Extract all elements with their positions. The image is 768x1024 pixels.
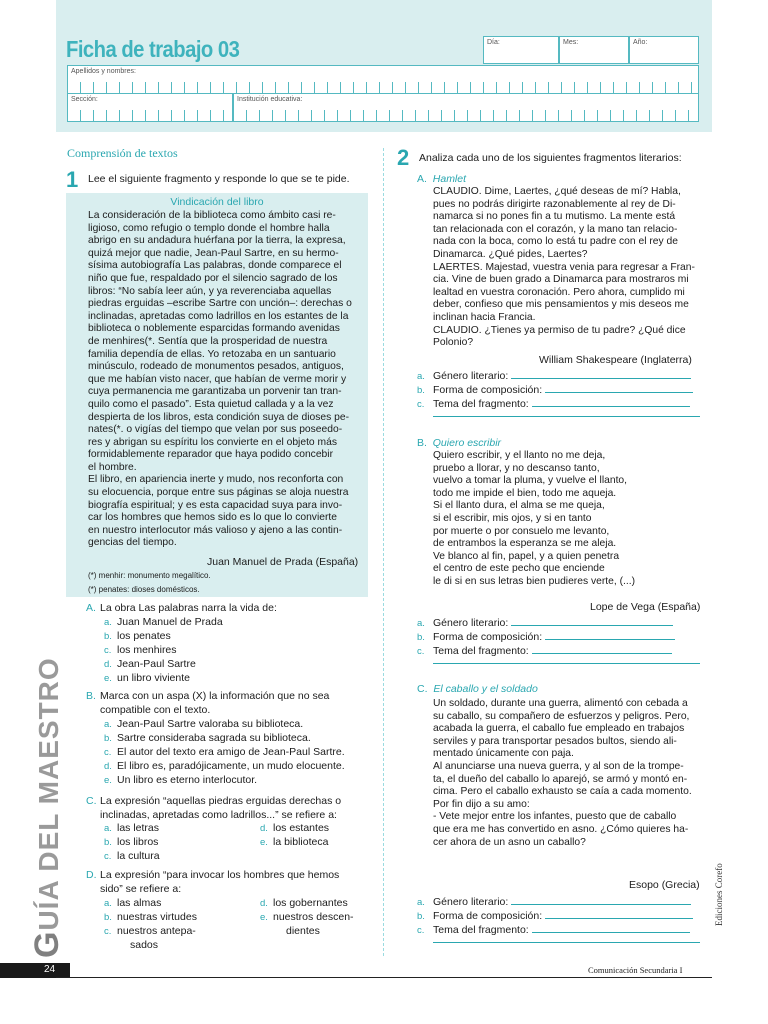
option-letter: e. [104, 673, 112, 684]
answer-option[interactable] [104, 850, 160, 864]
reading-line: quizá mejor que nadie, Jean-Paul Sartre, en su hermo- [88, 247, 339, 259]
page-number: 24 [44, 964, 56, 975]
answer-label: Forma de composición: [433, 631, 546, 643]
reading-line: biblioteca o noblemente esparcidas formando avenidas [88, 323, 340, 335]
answer-blank[interactable] [511, 615, 673, 626]
option-text: El libro es, paradójicamente, un mudo elocuente. [117, 760, 345, 772]
answer-field[interactable] [417, 922, 690, 938]
answer-label: Forma de composición: [433, 384, 546, 396]
answer-option[interactable] [104, 616, 223, 630]
option-letter: c. [104, 645, 112, 656]
fragment-a-line: Dinamarca. ¿Qué pides, Laertes? [433, 248, 588, 260]
answer-label: Género literario: [433, 370, 512, 382]
fragment-b-line: vuelvo a tomar la pluma, y vuelve el llanto, [433, 475, 628, 487]
answer-blank[interactable] [511, 368, 691, 379]
answer-option[interactable] [104, 774, 257, 788]
answer-option[interactable] [260, 911, 354, 925]
fragment-a-line: namarca si no pones fin a tu mutismo. La mente está [433, 211, 676, 223]
answer-field[interactable] [417, 396, 690, 412]
answer-option[interactable] [104, 746, 345, 760]
answer-blank[interactable] [545, 382, 693, 393]
fragment-b-line: de entrambos la esperanza se me aleja. [433, 538, 617, 550]
reading-text [88, 210, 361, 550]
fragment-c-line: cima. Pero el caballo exhausto se caía a cada momento. [433, 786, 692, 798]
fragment-c-line: Un soldado, durante una guerra, alimentó con cebada a [433, 698, 688, 709]
question-1b: B. Marca con un aspa (X) la información que no sea compatible con el texto. [86, 690, 330, 716]
option-text: sados [130, 939, 159, 951]
question-1-instruction: Lee el siguiente fragmento y responde lo que se te pide. [88, 173, 350, 185]
reading-line: res y abrigan su espíritu los convierte en el objeto más [88, 436, 337, 448]
fragment-b-line: Quiero escribir, y el llanto no me deja, [433, 450, 606, 461]
answer-option[interactable] [260, 836, 328, 850]
answer-option[interactable] [104, 672, 190, 686]
option-text: los estantes [273, 822, 330, 834]
answer-letter: c. [417, 646, 425, 657]
option-text: Un libro es eterno interlocutor. [117, 774, 258, 786]
fragment-c-line: su caballo, su compañero de esfuerzos y peligros. Pero, [433, 710, 690, 722]
answer-option[interactable] [273, 925, 320, 939]
publisher-label: Ediciones Corefo [714, 863, 724, 926]
teacher-guide-label: GUÍA DEL MAESTRO [28, 657, 66, 958]
fragment-b-line: Ve blanco al fin, papel, y a quien penetra [433, 550, 620, 562]
fragment-b-line: si el escribir, mis ojos, y si en tanto [433, 512, 592, 524]
reading-line: en nuestro interlocutor más valioso y ajeno a las contin- [88, 524, 343, 536]
footnote-penates: (*) penates: dioses domésticos. [88, 585, 200, 594]
fragment-a-text [433, 186, 700, 350]
answer-option[interactable] [104, 897, 161, 911]
reading-line: de menhires(*. Sentía que la prosperidad de nuestra [88, 335, 328, 347]
fragment-a-line: nada con la boca, como lo está tu padre con el rey de [433, 236, 678, 248]
option-text: la biblioteca [273, 836, 329, 848]
answer-label: Forma de composición: [433, 910, 546, 922]
reading-line: formidablemente reparador que haya podido concebir [88, 449, 333, 461]
answer-option[interactable] [104, 630, 171, 644]
fragment-b-title: B. Quiero escribir [417, 437, 502, 449]
answer-option[interactable] [117, 939, 158, 953]
question-2-instruction: Analiza cada uno de los siguientes fragmentos literarios: [419, 152, 682, 164]
fragment-a-line: pues no podrás dirigirte razonablemente al rey de Di- [433, 198, 676, 210]
reading-line: abrigo en su andadura huérfana por la tierra, la expresa, [88, 235, 346, 247]
reading-line: El libro, en apariencia inerte y mudo, nos reconforta con [88, 474, 344, 486]
answer-option[interactable] [260, 897, 348, 911]
reading-line: inclinadas, apretadas como ladrillos en los estantes de la [88, 310, 349, 322]
answer-option[interactable] [104, 658, 196, 672]
fragment-a-line: cia. Vine de buen grado a Dinamarca para mostraros mi [433, 274, 689, 286]
option-text: los gobernantes [273, 897, 348, 909]
fragment-a-author: William Shakespeare (Inglaterra) [539, 354, 692, 366]
reading-line: gencias del tiempo. [88, 537, 177, 549]
fragment-a-title: A. Hamlet [417, 173, 467, 185]
fragment-a-line: inclinan hacia Francia. [433, 311, 536, 323]
fragment-c-text [433, 698, 700, 849]
reading-line: niño que fue, respaldado por el silencio sagrado de los [88, 272, 338, 284]
reading-line: piedras erguidas –escribe Sartre con unción–: derechas o [88, 298, 352, 310]
fragment-a-line: deber, confieso que mis pensamientos y mis deseos me [433, 299, 689, 311]
fragment-a-line: lealtad en vuestra coronación. Pero ahora, cumplido mi [433, 286, 685, 298]
option-text: un libro viviente [117, 672, 190, 684]
option-letter: c. [104, 747, 112, 758]
fragment-b-author: Lope de Vega (España) [590, 601, 701, 613]
name-field[interactable]: Apellidos y nombres: [67, 65, 699, 94]
reading-line: libros: “No sabía leer aún, y ya reverenciaba aquellas [88, 285, 332, 297]
answer-blank[interactable] [511, 894, 691, 905]
reading-line: biografía espiritual; y es esta capacidad suya para invo- [88, 499, 343, 511]
fragment-b-line: Si el llanto dura, el alma se me queja, [433, 500, 605, 512]
answer-letter: c. [417, 399, 425, 410]
option-letter: b. [104, 631, 112, 642]
option-letter: c. [104, 851, 112, 862]
reading-line: despierta de los libros, esta condición suya de dioses pe- [88, 411, 350, 423]
option-letter: b. [104, 733, 112, 744]
reading-line: ligioso, como refugio o templo donde el hombre halla [88, 222, 330, 234]
answer-letter: a. [417, 371, 425, 382]
reading-line: que me habían visto nacer, que habían de verme morir y [88, 373, 347, 385]
fragment-b-line: por muerte o por consuelo me levanto, [433, 525, 610, 537]
option-letter: b. [104, 912, 112, 923]
option-text: los libros [117, 836, 159, 848]
fragment-c-line: cer ahora de un asno un caballo? [433, 836, 586, 848]
fragment-b-text [433, 450, 700, 589]
answer-label: Género literario: [433, 896, 512, 908]
answer-extra-line[interactable] [433, 942, 700, 943]
answer-label: Tema del fragmento: [433, 398, 532, 410]
fragment-c-title: C. El caballo y el soldado [417, 683, 538, 695]
reading-line: cuya permanencia me garantizaba un porvenir tan tran- [88, 386, 342, 398]
year-field[interactable]: Año: [629, 36, 699, 64]
reading-line: quilo como el pasado”. Esta quietud callada y a la vez [88, 398, 334, 410]
option-letter: b. [104, 837, 112, 848]
option-letter: e. [260, 912, 268, 923]
answer-label: Género literario: [433, 617, 512, 629]
option-letter: d. [260, 823, 268, 834]
answer-option[interactable] [104, 911, 197, 925]
option-letter: a. [104, 898, 112, 909]
option-text: nuestras virtudes [117, 911, 197, 923]
answer-label: Tema del fragmento: [433, 645, 532, 657]
answer-blank[interactable] [532, 922, 690, 933]
answer-letter: b. [417, 385, 425, 396]
answer-letter: a. [417, 897, 425, 908]
fragment-b-line: todo me impide el bien, todo me aqueja. [433, 487, 617, 499]
reading-line: sísima autobiografía Las palabras, donde comparece el [88, 260, 342, 272]
fragment-c-line: Al anunciarse una nueva guerra, y al son de la trompe- [433, 760, 684, 772]
answer-blank[interactable] [532, 396, 690, 407]
reading-line: su elocuencia, porque entre sus páginas se aloja nuestra [88, 487, 349, 499]
answer-option[interactable] [260, 822, 329, 836]
fragment-c-author: Esopo (Grecia) [629, 879, 700, 891]
option-text: nuestros antepa- [117, 925, 196, 937]
answer-field[interactable] [417, 643, 672, 659]
option-letter: a. [104, 617, 112, 628]
answer-option[interactable] [104, 760, 345, 774]
reading-author: Juan Manuel de Prada (España) [207, 556, 359, 568]
answer-blank[interactable] [545, 629, 675, 640]
option-text: nuestros descen- [273, 911, 354, 923]
question-1-number: 1 [66, 167, 79, 192]
option-letter: d. [104, 659, 112, 670]
option-letter: a. [104, 823, 112, 834]
question-1d: D. La expresión “para invocar los hombres que hemos sido” se refiere a: [86, 869, 340, 895]
answer-letter: a. [417, 618, 425, 629]
fragment-c-line: mentado únicamente con paja. [433, 748, 574, 760]
option-text: los penates [117, 630, 171, 642]
fragment-a-line: tan relacionada con el corazón, y la mano tan relacio- [433, 223, 678, 235]
section-field[interactable]: Sección: [67, 93, 233, 122]
answer-blank[interactable] [532, 643, 672, 654]
fragment-b-line: le di si en sus letras bien pudieres verte, (...) [433, 575, 636, 587]
option-text: la cultura [117, 850, 160, 862]
option-letter: c. [104, 926, 112, 937]
question-1a: A. La obra Las palabras narra la vida de: [86, 602, 277, 614]
answer-option[interactable] [104, 822, 159, 836]
answer-letter: c. [417, 925, 425, 936]
answer-label: Tema del fragmento: [433, 924, 532, 936]
option-text: dientes [286, 925, 320, 937]
fragment-a-line: CLAUDIO. Dime, Laertes, ¿qué deseas de mí? Habla, [433, 186, 681, 197]
institution-field[interactable]: Institución educativa: [233, 93, 699, 122]
option-text: Sartre consideraba sagrada su biblioteca. [117, 732, 311, 744]
answer-option[interactable] [104, 925, 196, 939]
answer-extra-line[interactable] [433, 663, 700, 664]
answer-option[interactable] [104, 732, 311, 746]
fragment-a-line: LAERTES. Majestad, vuestra venia para regresar a Fran- [433, 261, 695, 273]
option-letter: d. [104, 761, 112, 772]
option-letter: d. [260, 898, 268, 909]
month-field[interactable]: Mes: [559, 36, 629, 64]
page-title: Ficha de trabajo 03 [66, 36, 240, 62]
option-text: los menhires [117, 644, 177, 656]
reading-line: car los hombres que hemos sido es lo que lo convierte [88, 512, 337, 524]
option-text: Jean-Paul Sartre [117, 658, 196, 670]
fragment-a-line: CLAUDIO. ¿Tienes ya permiso de tu padre? ¿Qué dice [433, 324, 686, 336]
option-letter: a. [104, 719, 112, 730]
answer-letter: b. [417, 632, 425, 643]
option-text: El autor del texto era amigo de Jean-Paul Sartre. [117, 746, 345, 758]
answer-option[interactable] [104, 644, 177, 658]
fragment-c-line: Por fin dijo a su amo: [433, 798, 530, 810]
option-text: Juan Manuel de Prada [117, 616, 223, 628]
footnote-menhir: (*) menhir: monumento megalítico. [88, 571, 211, 580]
footer-book-title: Comunicación Secundaria I [588, 965, 683, 975]
answer-extra-line[interactable] [433, 416, 700, 417]
day-field[interactable]: Día: [483, 36, 559, 64]
reading-title: Vindicación del libro [170, 196, 264, 208]
fragment-c-line: acabada la guerra, el caballo fue empleado en trabajos [433, 723, 685, 735]
fragment-c-line: que era me has convertido en asno. ¿Cómo quieres ha- [433, 823, 689, 835]
section-title: Comprensión de textos [67, 146, 178, 160]
reading-line: familia dependía de ellas. Yo retozaba en un santuario [88, 348, 336, 360]
option-letter: e. [260, 837, 268, 848]
fragment-b-line: pruebo a llorar, y no descanso tanto, [433, 462, 600, 474]
answer-option[interactable] [104, 836, 158, 850]
option-letter: e. [104, 775, 112, 786]
fragment-c-line: ta, el dueño del caballo lo aparejó, se armó y montó en- [433, 773, 688, 785]
fragment-a-line: Polonio? [433, 337, 474, 349]
page-number-box [0, 963, 70, 978]
question-1c: C. La expresión “aquellas piedras erguidas derechas o inclinadas, apretadas como ladrillos...” se refiere a: [86, 795, 342, 821]
option-text: Jean-Paul Sartre valoraba su biblioteca. [117, 718, 304, 730]
answer-letter: b. [417, 911, 425, 922]
option-text: las letras [117, 822, 160, 834]
reading-line: La consideración de la biblioteca como ámbito casi re- [88, 210, 336, 221]
footer-rule [56, 977, 712, 978]
option-text: las almas [117, 897, 162, 909]
fragment-c-line: - Vete mejor entre los infantes, puesto que de caballo [433, 811, 677, 823]
answer-blank[interactable] [545, 908, 693, 919]
reading-line: el hombre. [88, 461, 137, 473]
fragment-c-line: serviles y para transportar pesados bultos, siendo ali- [433, 735, 677, 747]
answer-option[interactable] [104, 718, 303, 732]
column-divider [383, 148, 384, 956]
fragment-b-line: el centro de este pecho que enciende [433, 563, 605, 575]
reading-line: nates(*. o vigías del tiempo que velan por sus poseedo- [88, 424, 343, 436]
question-2-number: 2 [397, 145, 410, 170]
reading-line: minúsculo, rodeado de monumentos pesados, antiguos, [88, 361, 344, 373]
